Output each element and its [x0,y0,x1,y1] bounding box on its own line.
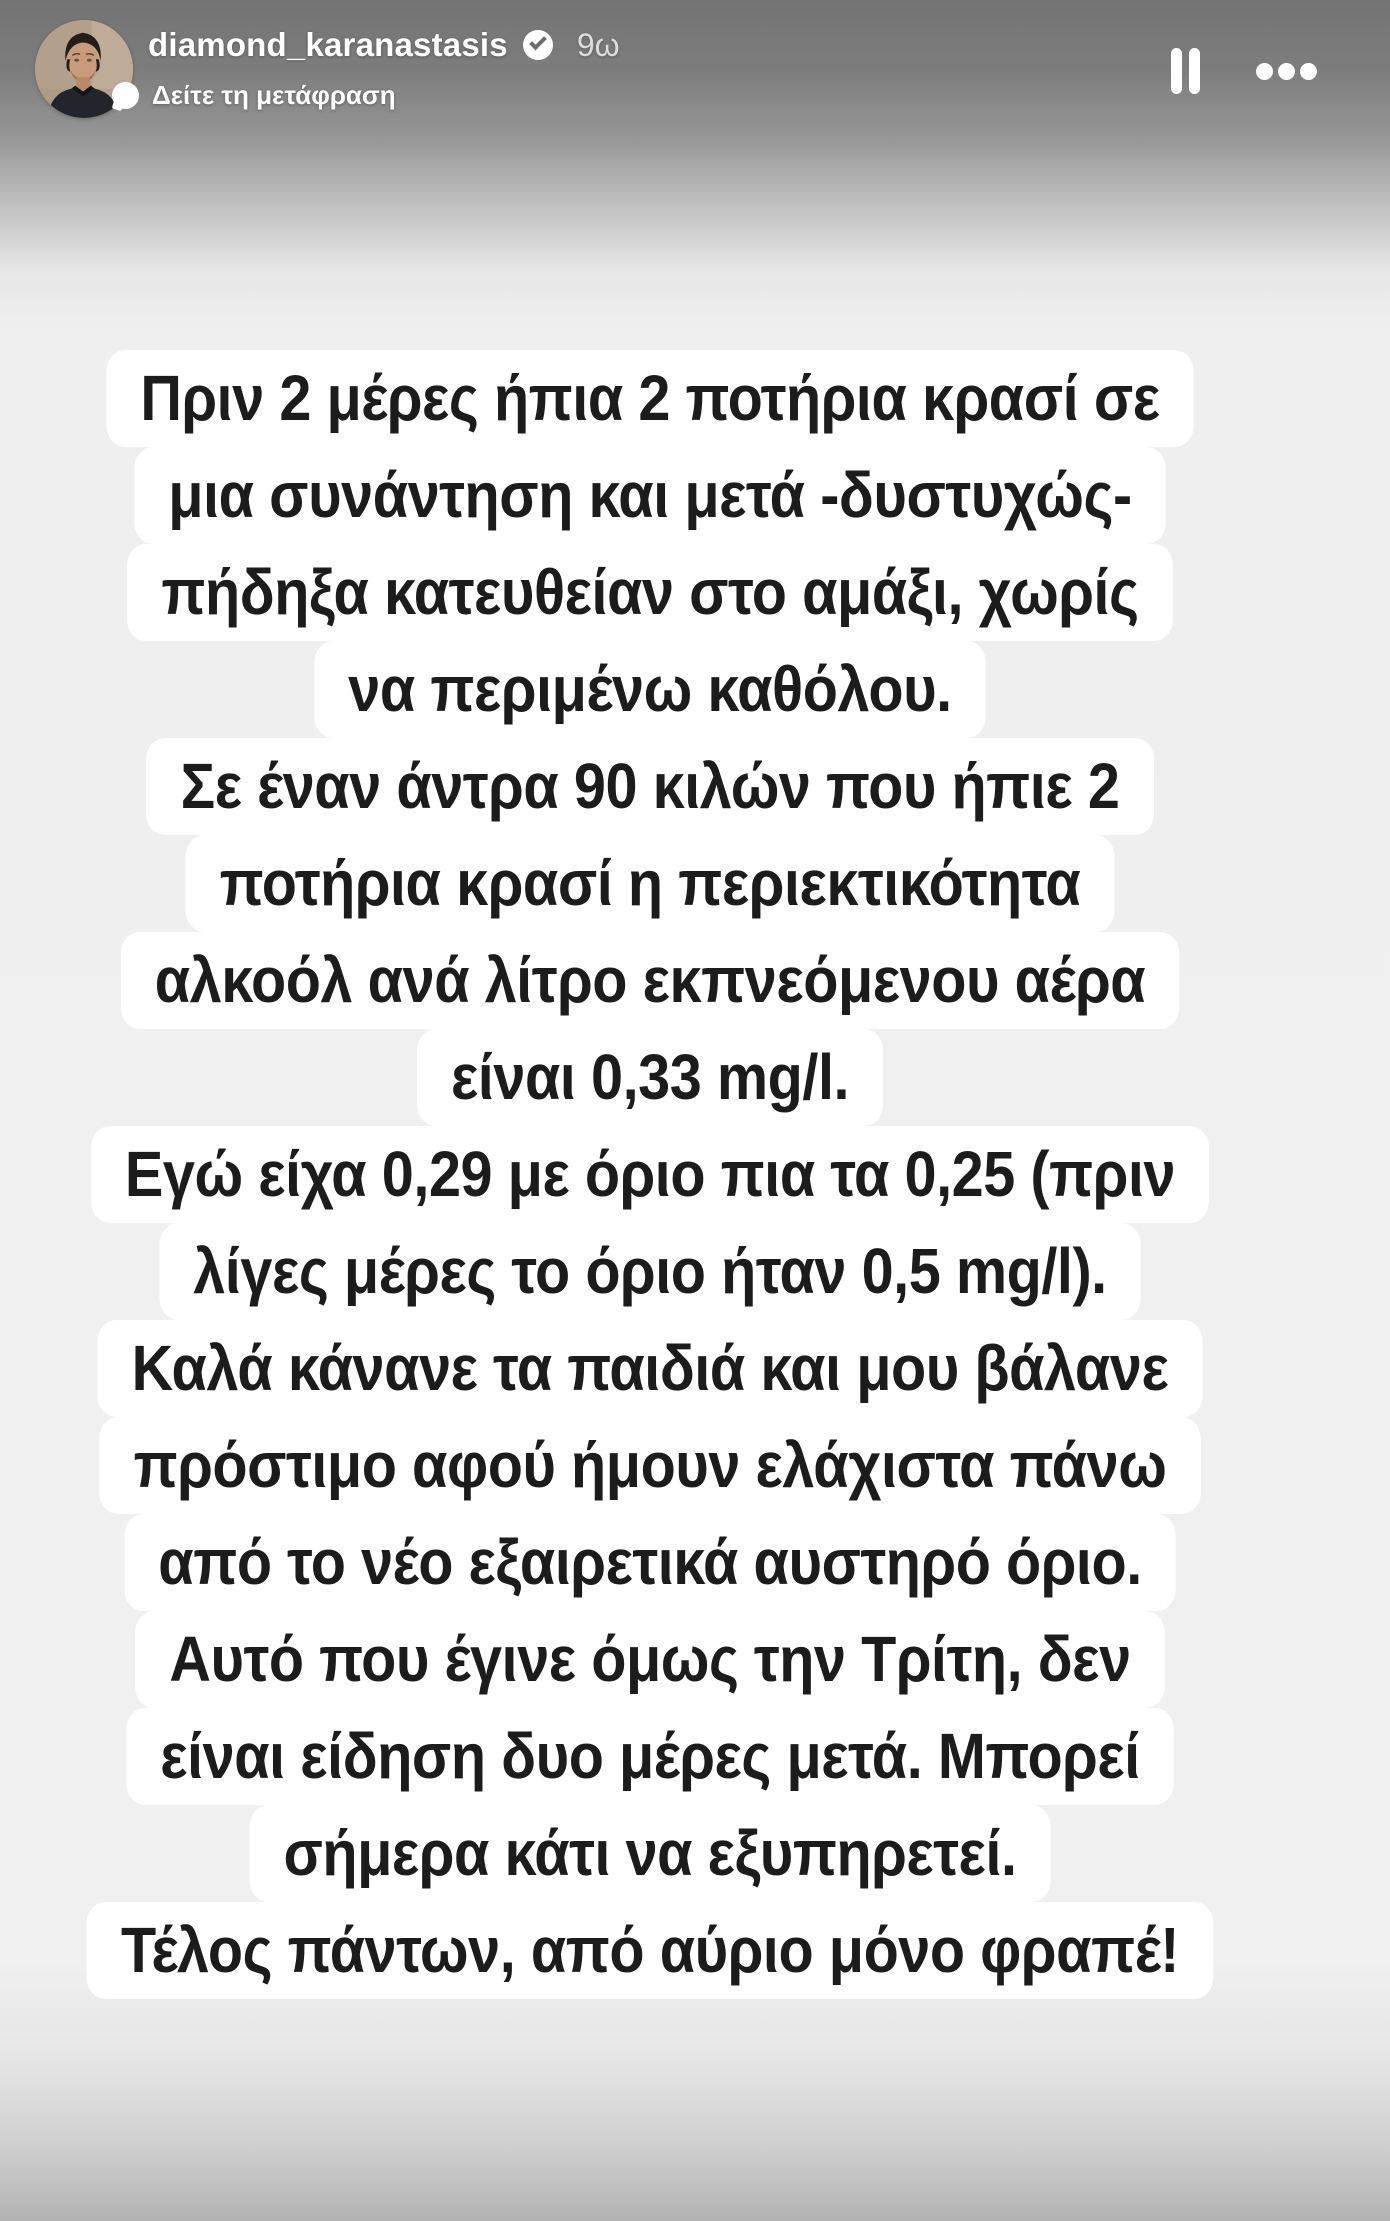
verified-badge-icon [521,28,555,62]
story-text-line-pill: Πριν 2 μέρες ήπια 2 ποτήρια κρασί σε [106,350,1194,447]
story-text-line [25,1126,1276,1223]
story-text-line-pill: Καλά κάνανε τα παιδιά και μου βάλανε [97,1320,1202,1417]
story-text-line [25,932,1276,1029]
story-text-line-pill: από το νέο εξαιρετικά αυστηρό όριο. [124,1514,1176,1611]
story-text-line-pill: σήμερα κάτι να εξυπηρετεί. [249,1805,1051,1902]
story-header [0,0,1390,140]
story-text-line-pill: να περιμένω καθόλου. [314,641,986,738]
story-text-line [25,835,1276,932]
story-text-line-pill: αλκοόλ ανά λίτρο εκπνεόμενου αέρα [121,932,1180,1029]
story-text-line [25,544,1276,641]
story-text-line-pill: ποτήρια κρασί η περιεκτικότητα [185,835,1114,932]
story-text-line [25,1902,1276,1999]
story-text-line [25,641,1276,738]
story-text-line-pill: πήδηξα κατευθείαν στο αμάξι, χωρίς [127,544,1173,641]
story-text-line [25,1514,1276,1611]
story-text-line-pill: λίγες μέρες το όριο ήταν 0,5 mg/l). [159,1223,1141,1320]
story-text-line-pill: Αυτό που έγινε όμως την Τρίτη, δεν [135,1611,1165,1708]
translation-button[interactable] [112,80,396,111]
story-text-line-pill: πρόστιμο αφού ήμουν ελάχιστα πάνω [99,1417,1200,1514]
story-text-line-pill: Τέλος πάντων, από αύριο μόνο φραπέ! [87,1902,1213,1999]
story-text-line [25,1805,1276,1902]
story-text-line-pill: Εγώ είχα 0,29 με όριο πια τα 0,25 (πριν [91,1126,1210,1223]
story-text-sticker [0,350,1390,1999]
story-text-line [25,350,1276,447]
story-text-line-pill: Σε έναν άντρα 90 κιλών που ήπιε 2 [146,738,1153,835]
story-text-line [25,1611,1276,1708]
story-text-line [25,447,1276,544]
story-text-line-pill: είναι είδηση δυο μέρες μετά. Μπορεί [126,1708,1174,1805]
story-text-line-pill: είναι 0,33 mg/l. [417,1029,884,1126]
pause-icon [1171,48,1200,94]
story-text-line [25,1417,1276,1514]
story-text-lines [25,350,1276,1999]
story-text-line [25,1223,1276,1320]
story-timestamp: 9ω [576,26,620,63]
translation-label: Δείτε τη μετάφραση [152,80,396,110]
story-text-line [25,1708,1276,1805]
story-text-line [25,1320,1276,1417]
username[interactable]: diamond_karanastasis [148,26,508,63]
more-options-button[interactable] [1248,55,1325,88]
story-text-line [25,738,1276,835]
header-title-row [148,22,620,68]
ellipsis-icon [1256,63,1317,80]
story-text-line-pill: μια συνάντηση και μετά -δυστυχώς- [134,447,1166,544]
story-text-line [25,1029,1276,1126]
pause-button[interactable] [1163,40,1208,102]
speech-bubble-icon [112,82,139,109]
